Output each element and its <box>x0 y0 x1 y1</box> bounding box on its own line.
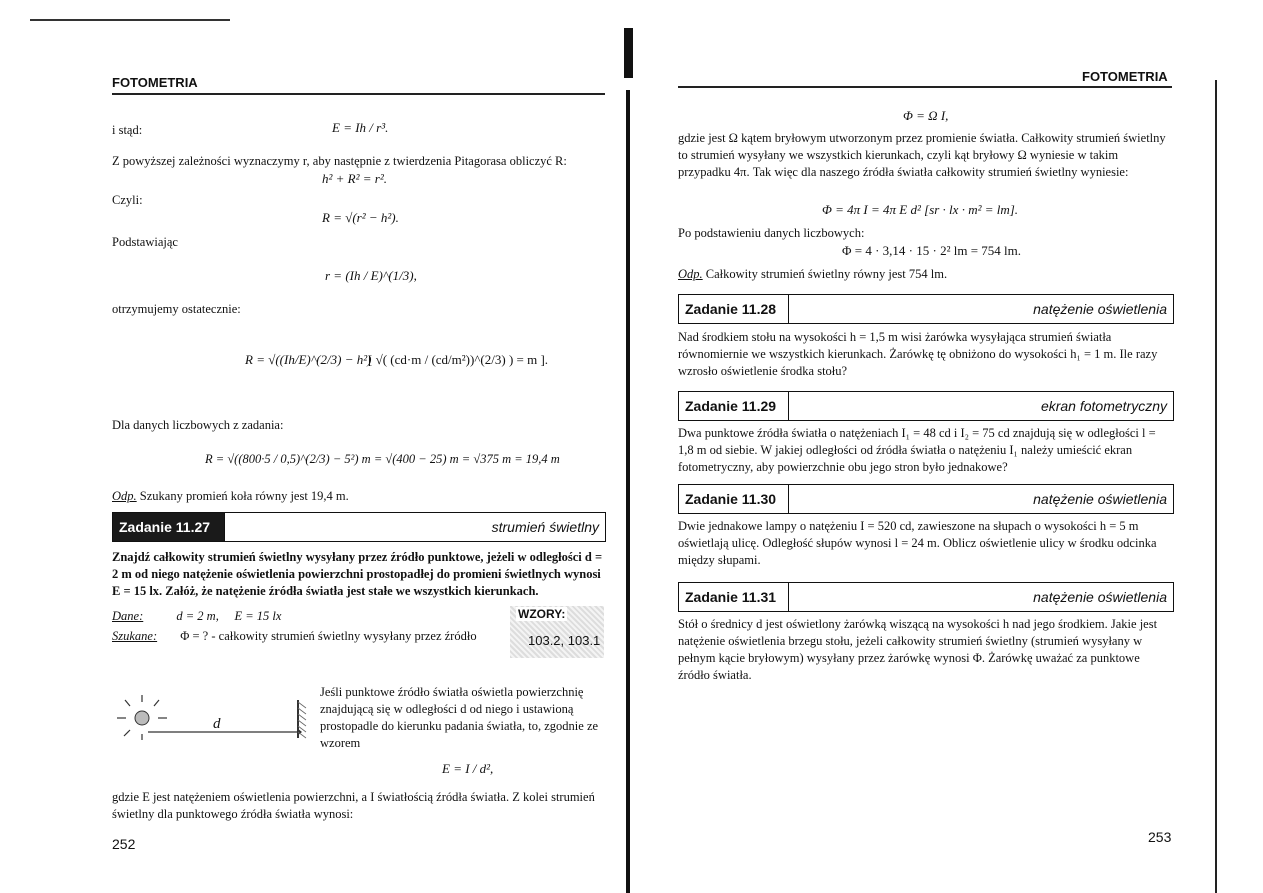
szukane-row <box>112 628 477 645</box>
task-11-28-tag: natężenie oświetlenia <box>1033 301 1167 317</box>
right-paragraph-1: gdzie jest Ω kątem bryłowym utworzonym przez promienie światła. Całkowity strumień świetlny to strumień wysyłany we wszystkich kierunkach, czyli kąt bryłowy Ω wyniesie w takim przypadku 4π. Tak więc dla naszego źródła światła całkowity strumień świetlny wyniesie: <box>678 131 1166 179</box>
left-header: FOTOMETRIA <box>112 75 198 90</box>
diagram-d-label: d <box>213 716 221 732</box>
task-11-29-label: Zadanie 11.29 <box>679 392 789 420</box>
formula-e-i: E = I / d², <box>442 761 494 776</box>
task-11-28-header <box>678 294 1174 324</box>
light-source-diagram <box>112 690 312 760</box>
task-11-27-tag: strumień świetlny <box>491 519 599 535</box>
left-header-rule <box>112 93 605 95</box>
task-11-27-label: Zadanie 11.27 <box>113 513 225 541</box>
task-11-27-text: Znajdź całkowity strumień świetlny wysyłany przez źródło punktowe, jeżeli w odległości d = 2 m od niego natężenie oświetlenia powierzchni prostopadłej do promieni świetlnych wynosi E = 15 lx. Załóż, że natężenie źródła światła jest stałe we wszystkich kierunkach. <box>112 550 603 598</box>
task-11-31-tag: natężenie oświetlenia <box>1033 589 1167 605</box>
paragraph-source: Jeśli punktowe źródło światła oświetla powierzchnię znajdującą się w odległości d od niego i ustawioną prostopadle do kierunku padania światła, to, zgodnie ze wzorem <box>320 685 599 750</box>
task-11-29-text: Dwa punktowe źródła światła o natężeniach I₁ = 48 cd i I₂ = 75 cd znajdują się w odległości l = 1,8 m od siebie. W jakiej odległości od źródła światła o natężeniu I₁ należy umieścić ekran fotometryczny, aby powierzchnie obu jego stron było jednakowe? <box>678 426 1156 474</box>
formula-pythagoras: h² + R² = r². <box>322 171 387 186</box>
task-11-30-label: Zadanie 11.30 <box>679 485 789 513</box>
wzory-box <box>510 606 604 658</box>
task-11-28-label: Zadanie 11.28 <box>679 295 789 323</box>
odp-right <box>678 266 947 283</box>
formula-phi-total: Φ = 4π I = 4π E d² [sr · lx · m² = lm]. <box>822 202 1019 217</box>
task-11-27-header <box>112 512 606 542</box>
odp-left <box>112 488 349 505</box>
task-11-30-tag: natężenie oświetlenia <box>1033 491 1167 507</box>
podstawiajac-label: Podstawiając <box>112 235 178 249</box>
right-page-number: 253 <box>1148 829 1172 845</box>
task-11-31-label: Zadanie 11.31 <box>679 583 789 611</box>
formula-units: [ √( (cd·m / (cd/m²))^(2/3) ) = m ]. <box>368 352 549 367</box>
odp-label-right: Odp. <box>678 267 703 281</box>
formula-r-big: R = √(r² − h²). <box>322 210 399 225</box>
formula-numeric: R = √((800·5 / 0,5)^(2/3) − 5²) m = √(400 − 25) m = √375 m = 19,4 m <box>205 452 560 466</box>
right-edge-mark <box>1215 80 1217 893</box>
right-header-rule <box>678 86 1172 88</box>
formula-r-final: R = √((Ih/E)^(2/3) − h²) <box>245 352 372 367</box>
right-header: FOTOMETRIA <box>1082 69 1168 84</box>
szukane-value: Φ = ? - całkowity strumień świetlny wysyłany przez źródło <box>180 629 477 643</box>
paragraph-final: gdzie E jest natężeniem oświetlenia powierzchni, a I światłością źródła światła. Z kolei strumień świetlny dla punktowego źródła światła wynosi: <box>112 790 595 821</box>
odp-label-left: Odp. <box>112 489 137 503</box>
left-page-number: 252 <box>112 836 136 852</box>
odp-text-right: Całkowity strumień świetlny równy jest 754 lm. <box>705 267 948 281</box>
task-11-29-tag: ekran fotometryczny <box>1040 398 1167 414</box>
formula-phi: Φ = Ω I, <box>903 108 949 123</box>
task-11-29-header <box>678 391 1174 421</box>
task-11-31-header <box>678 582 1174 612</box>
book-spine-lower <box>626 90 630 893</box>
czyli-label: Czyli: <box>112 193 143 207</box>
book-spine <box>624 28 633 78</box>
po-podstawieniu-label: Po podstawieniu danych liczbowych: <box>678 226 865 240</box>
dane-value: d = 2 m, E = 15 lx <box>176 609 282 623</box>
task-11-28-text: Nad środkiem stołu na wysokości h = 1,5 m wisi żarówka wysyłająca strumień światła równomiernie we wszystkich kierunkach. Żarówkę tę obniżono do wysokości h₁ = 1 m. Ile razy wzrosło oświetlenie środka stołu? <box>678 330 1158 378</box>
top-scan-line <box>30 19 230 21</box>
task-11-31-text: Stół o średnicy d jest oświetlony żarówką wiszącą na wysokości h nad jego środkiem. Jakie jest natężenie oświetlenia brzegu stołu, jeżeli całkowity strumień świetlny (strumień wysyłany w pełnym kącie bryłowym) wysyłany przez żarówkę wynosi Φ. Żarówkę uważać za punktowe źródło światła. <box>678 617 1158 682</box>
odp-text-left: Szukany promień koła równy jest 19,4 m. <box>139 489 349 503</box>
otrzymujemy-label: otrzymujemy ostatecznie: <box>112 302 241 316</box>
formula-e: E = Ih / r³. <box>332 120 389 135</box>
szukane-label: Szukane: <box>112 629 158 643</box>
paragraph-1: Z powyższej zależności wyznaczymy r, aby następnie z twierdzenia Pitagorasa obliczyć R: <box>112 154 567 168</box>
wzory-value: 103.2, 103.1 <box>528 633 601 648</box>
wzory-label: WZORY: <box>518 607 566 621</box>
light-source-icon <box>135 711 149 725</box>
dane-label: Dane: <box>112 609 144 623</box>
dla-danych-label: Dla danych liczbowych z zadania: <box>112 418 284 432</box>
istad-label: i stąd: <box>112 123 143 137</box>
task-11-30-text: Dwie jednakowe lampy o natężeniu I = 520 cd, zawieszone na słupach o wysokości h = 5 m oświetlają ulicę. Odległość słupów wynosi l = 24 m. Oblicz oświetlenie ulicy w środku odcinka między słupami. <box>678 519 1157 567</box>
task-11-30-header <box>678 484 1174 514</box>
formula-phi-num: Φ = 4 · 3,14 · 15 · 2² lm = 754 lm. <box>842 243 1021 258</box>
dane-row <box>112 608 281 625</box>
formula-r-small: r = (Ih / E)^(1/3), <box>325 268 417 283</box>
